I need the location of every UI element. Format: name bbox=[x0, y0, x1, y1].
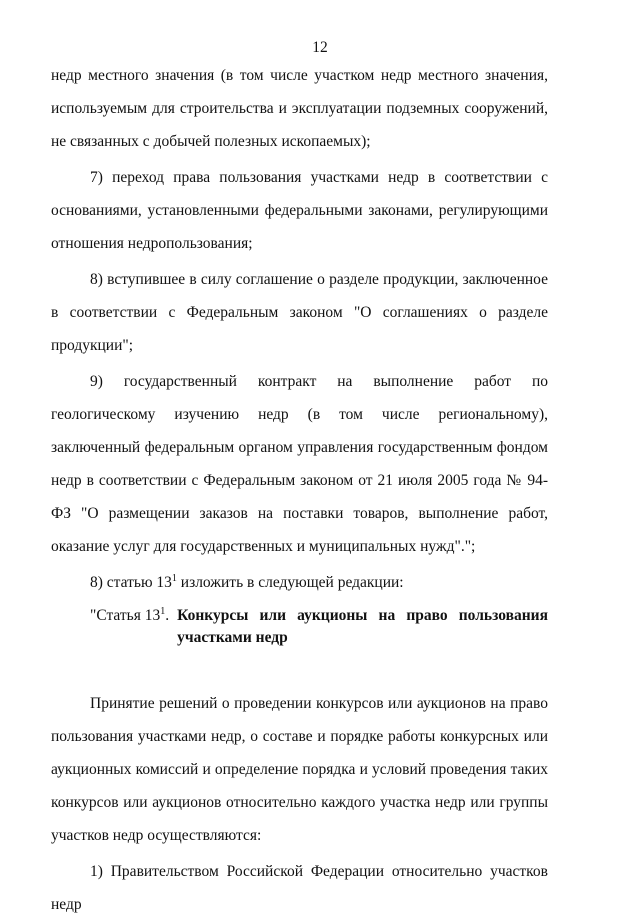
document-body bbox=[51, 59, 548, 924]
article-number: "Статья $13^1$. bbox=[90, 605, 170, 624]
list-item-9: 9) государственный контракт на выполнение работ по геологическому изучению недр (в том числе региональному), заключенный федеральным органом управления государственным фондом недр в соответствии с Федеральным законом от 21 июля 2005 года № 94-ФЗ "О размещении заказов на поставки товаров, выполнение работ, оказание услуг для государственных и муниципальных нужд"."; bbox=[51, 373, 548, 555]
article-list-item-1: 1) Правительством Российской Федерации относительно участков недр bbox=[51, 863, 548, 913]
article-title: Конкурсы или аукционы на право пользования участками недр bbox=[177, 607, 548, 646]
list-item-7: 7) переход права пользования участками недр в соответствии с основаниями, установленными федеральными законами, регулирующими отношения недропользования; bbox=[51, 169, 548, 252]
article-paragraph: Принятие решений о проведении конкурсов или аукционов на право пользования участками недр, о составе и порядке работы конкурсных или аукционных комиссий и определение порядка и условий проведения таких конкурсов или аукционов относительно каждого участка недр или группы участков недр осуществляются: bbox=[51, 695, 548, 844]
heading-spacer bbox=[51, 649, 548, 687]
list-item-8: 8) вступившее в силу соглашение о разделе продукции, заключенное в соответствии с Федеральным законом "О соглашениях о разделе продукции"; bbox=[51, 271, 548, 354]
amendment-text-after: изложить в следующей редакции: bbox=[176, 574, 404, 591]
article-heading bbox=[90, 602, 548, 649]
amendment-superscript: 1 bbox=[171, 572, 177, 584]
paragraph-continuation: недр местного значения (в том числе участком недр местного значения, используемым для строительства и эксплуатации подземных сооружений, не связанных с добычей полезных ископаемых); bbox=[51, 67, 548, 150]
amendment-instruction bbox=[51, 566, 548, 599]
amendment-text-before: 8) статью 13 bbox=[90, 574, 172, 591]
article-number-superscript: 1 bbox=[160, 605, 166, 617]
page-number: 12 bbox=[312, 39, 328, 56]
